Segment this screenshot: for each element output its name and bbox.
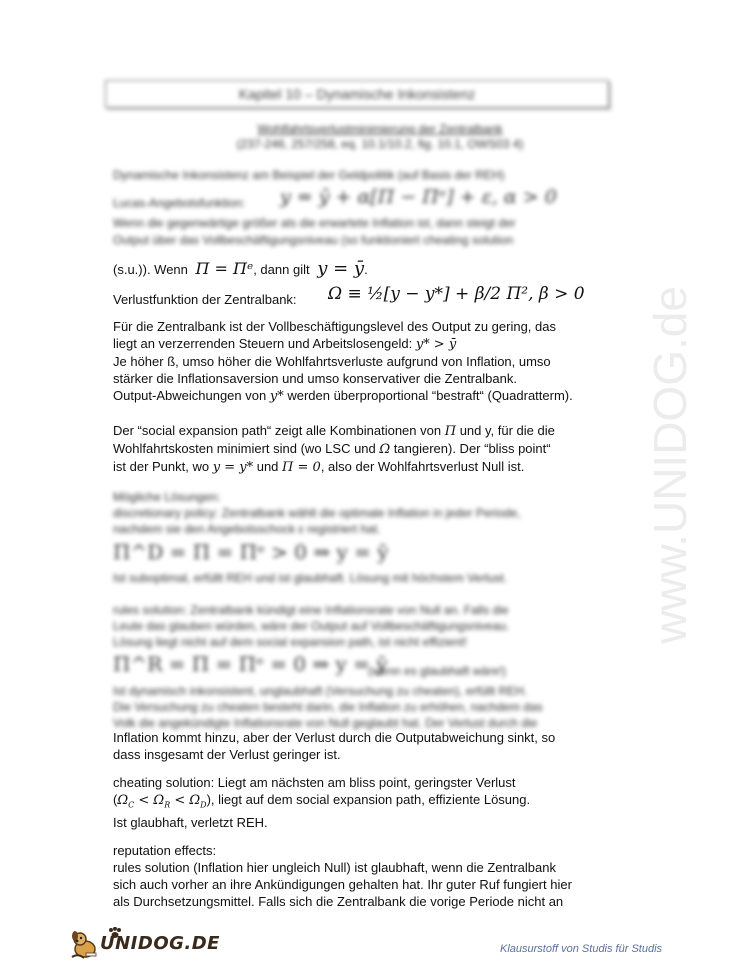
discretionary-line: discretionary policy: Zentralbank wählt die optimale Inflation in jeder Periode, xyxy=(113,506,521,520)
text-line xyxy=(113,440,653,458)
loss-label: Verlustfunktion der Zentralbank: xyxy=(113,292,297,307)
discretionary-formula: Π^D = Π = Πᵉ > 0 ⇒ y = ȳ xyxy=(113,540,389,564)
text-line xyxy=(113,458,653,476)
subscript: R xyxy=(164,800,171,810)
math-inline: y* > ȳ xyxy=(415,337,457,352)
math-inline: Π = 0 xyxy=(282,460,321,475)
text-line: stärker die Inflationsaversion und umso konservativer die Zentralbank. xyxy=(113,371,517,386)
math-inline: y* xyxy=(269,389,284,404)
text-line xyxy=(113,422,653,440)
dog-icon xyxy=(68,927,102,961)
chapter-title: Kapitel 10 – Dynamische Inkonsistenz xyxy=(105,80,609,108)
text-fragment: . xyxy=(364,262,368,277)
rules-line: Volk die angekündigte Inflationsrate von Null geglaubt hat. Der Verlust durch die xyxy=(113,716,538,730)
text-line xyxy=(113,387,653,405)
text-fragment: und y, für die die xyxy=(459,423,555,438)
paragraph-reputation-effects xyxy=(113,842,653,910)
text-fragment: ( xyxy=(113,792,118,807)
math-inline: < Ω xyxy=(134,793,165,808)
rules-line: Leute das glauben würden, wäre der Output auf Vollbeschäftigungsniveau. xyxy=(113,619,510,633)
text-line: rules solution (Inflation hier ungleich Null) ist glaubhaft, wenn die Zentralbank xyxy=(113,860,556,875)
solutions-heading: Mögliche Lösungen: xyxy=(113,490,221,504)
subscript: D xyxy=(200,800,207,810)
rules-line: Die Versuchung zu cheaten besteht darin, die Inflation zu erhöhen, nachdem das xyxy=(113,700,543,714)
text-line: Je höher ß, umso höher die Wohlfahrtsverluste aufgrund von Inflation, umso xyxy=(113,354,551,369)
text-fragment: werden überproportional “bestraft“ (Quadratterm). xyxy=(287,388,573,403)
math-inline: < Ω xyxy=(170,793,201,808)
section-reference: (237-246, 257/258, eq. 10.1/10.2, fig. 10.1, OWS03 4) xyxy=(236,137,524,151)
rules-formula: Π^R = Π = Πᵉ = 0 ⇒ y = ȳ xyxy=(113,652,388,676)
math-inline: Π xyxy=(444,424,457,439)
math-inline: Π = Πᵉ xyxy=(195,259,254,278)
math-inline: y = ȳ xyxy=(317,258,365,279)
text-fragment: und xyxy=(256,459,279,474)
logo-text: UNIDOG.DE xyxy=(100,933,220,954)
math-inline: Ω xyxy=(379,442,391,457)
text-fragment: , dann gilt xyxy=(253,262,310,277)
text-fragment: liegt an verzerrenden Steuern und Arbeitslosengeld: xyxy=(113,336,413,351)
text-fragment: , also der Wohlfahrtsverlust Null ist. xyxy=(320,459,525,474)
text-line: Für die Zentralbank ist der Vollbeschäftigungslevel des Output zu gering, das xyxy=(113,319,556,334)
rules-note: (wenn es glaubhaft wäre!) xyxy=(368,664,507,678)
text-line: Inflation kommt hinzu, aber der Verlust durch die Outputabweichung sinkt, so xyxy=(113,730,556,745)
watermark-text: www.UNIDOG.de xyxy=(644,286,696,644)
text-fragment: ), liegt auf dem social expansion path, effiziente Lösung. xyxy=(206,792,531,807)
rules-line: Ist dynamisch inkonsistent, unglaubhaft (Versuchung zu cheaten), erfüllt REH. xyxy=(113,684,528,698)
lucas-text-line: Wenn die gegenwärtige größer als die erwartete Inflation ist, dann steigt der xyxy=(113,216,516,230)
lucas-text-line xyxy=(113,258,368,279)
text-line: dass insgesamt der Verlust geringer ist. xyxy=(113,747,341,762)
text-line: cheating solution: Liegt am nächsten am bliss point, geringster Verlust xyxy=(113,775,516,790)
text-fragment: Output-Abweichungen von xyxy=(113,388,267,403)
lucas-text-line: Output über das Vollbeschäftigungsniveau (so funktioniert cheating solution xyxy=(113,233,514,247)
text-fragment: ist der Punkt, wo xyxy=(113,459,210,474)
text-line xyxy=(113,791,653,814)
text-line: reputation effects: xyxy=(113,843,217,858)
text-fragment: (s.u.)). Wenn xyxy=(113,262,188,277)
paragraph-social-expansion-path xyxy=(113,422,653,476)
lucas-formula: y = ȳ + α[Π − Πᵉ] + ε, α > 0 xyxy=(280,186,557,208)
discretionary-line: nachdem sie den Angebotsschock ε registriert hat. xyxy=(113,522,381,536)
text-fragment: Der “social expansion path“ zeigt alle Kombinationen von xyxy=(113,423,442,438)
rules-line: Lösung liegt nicht auf dem social expansion path, ist nicht effizient! xyxy=(113,635,467,649)
footer-tagline: Klausurstoff von Studis für Studis xyxy=(500,943,663,955)
math-inline: y = y* xyxy=(212,460,254,475)
subscript: C xyxy=(128,800,135,810)
paragraph-zentralbank xyxy=(113,318,653,405)
lucas-label: Lucas-Angebotsfunktion: xyxy=(113,196,246,210)
text-line: Ist glaubhaft, verletzt REH. xyxy=(113,814,268,830)
paragraph-cheating-solution xyxy=(113,774,653,831)
intro-line: Dynamische Inkonsistenz am Beispiel der Geldpolitik (auf Basis der REH) xyxy=(113,168,505,182)
text-fragment: tangieren). Der “bliss point“ xyxy=(393,441,551,456)
text-line: als Durchsetzungsmittel. Falls sich die Zentralbank die vorige Periode nicht an xyxy=(113,894,564,909)
text-fragment: Wohlfahrtskosten minimiert sind (wo LSC und xyxy=(113,441,376,456)
rules-line: rules solution: Zentralbank kündigt eine Inflationsrate von Null an. Falls die xyxy=(113,603,509,617)
math-inline: Ω xyxy=(117,793,129,808)
text-line: sich auch vorher an ihre Ankündigungen gehalten hat. Ihr guter Ruf fungiert hier xyxy=(113,877,572,892)
paragraph-rules-end xyxy=(113,729,653,763)
discretionary-line: Ist suboptimal, erfüllt REH und ist glaubhaft. Lösung mit höchstem Verlust. xyxy=(113,571,508,585)
loss-formula: Ω ≡ ½[y − y*] + β/2 Π², β > 0 xyxy=(328,284,585,304)
text-line xyxy=(113,335,653,353)
unidog-logo xyxy=(68,927,220,961)
section-subtitle: Wohlfahrtsverlustminimierung der Zentralbank xyxy=(257,122,503,136)
